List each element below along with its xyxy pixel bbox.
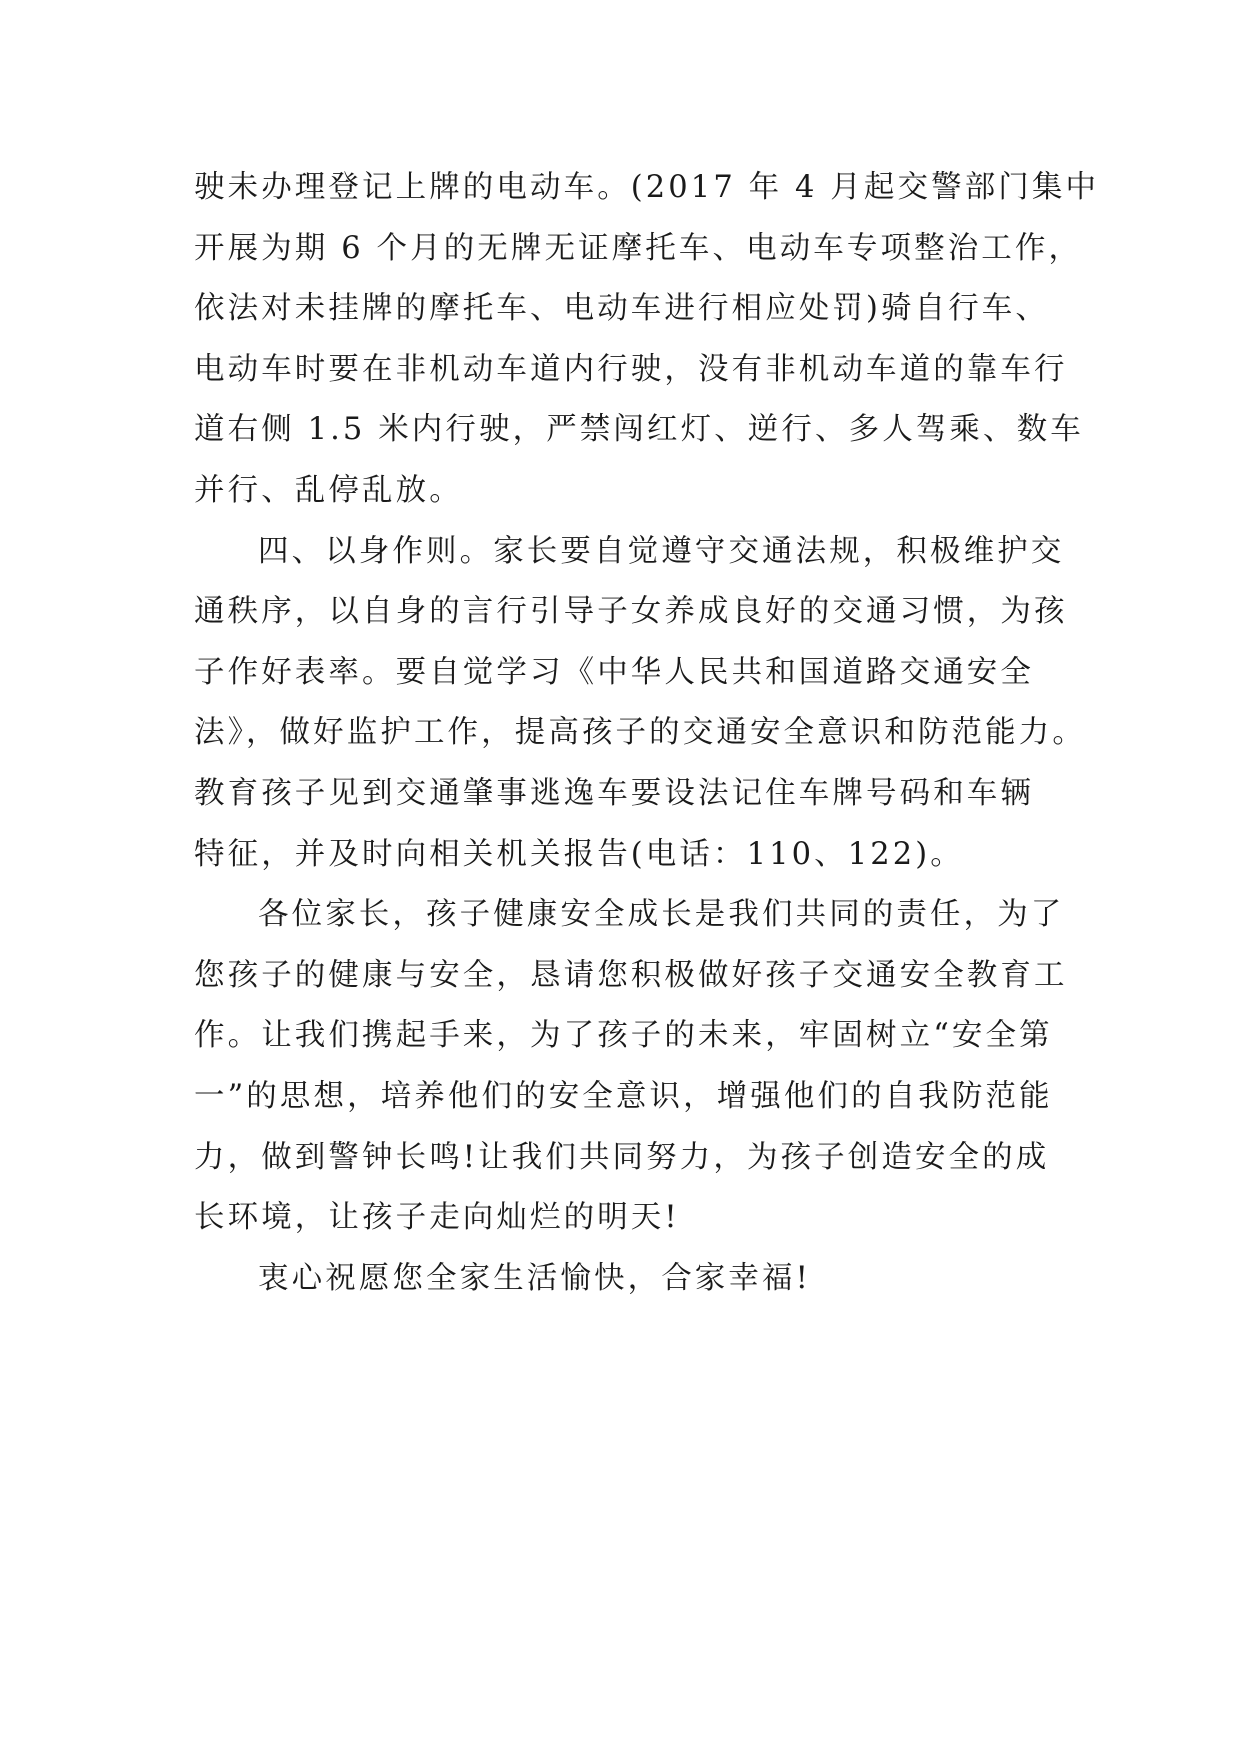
text-line: 四、以身作则。家长要自觉遵守交通法规，积极维护交	[258, 533, 1065, 569]
text-line: 特征，并及时向相关机关报告(电话：110、122)。	[194, 836, 964, 872]
text-line: 衷心祝愿您全家生活愉快，合家幸福!	[258, 1260, 811, 1296]
text-line: 通秩序，以自身的言行引导子女养成良好的交通习惯，为孩	[194, 594, 1068, 630]
text-line: 各位家长，孩子健康安全成长是我们共同的责任，为了	[258, 897, 1065, 933]
text-line: 教育孩子见到交通肇事逃逸车要设法记住车牌号码和车辆	[194, 775, 1034, 811]
text-line: 作。让我们携起手来，为了孩子的未来，牢固树立“安全第	[194, 1018, 1053, 1054]
text-line: 驶未办理登记上牌的电动车。(2017 年 4 月起交警部门集中	[194, 170, 1100, 205]
text-line: 依法对未挂牌的摩托车、电动车进行相应处罚)骑自行车、	[194, 291, 1049, 327]
closing-paragraph	[194, 1249, 1074, 1310]
text-line: 开展为期 6 个月的无牌无证摩托车、电动车专项整治工作，	[194, 230, 1083, 266]
text-line: 力，做到警钟长鸣!让我们共同努力，为孩子创造安全的成	[194, 1139, 1050, 1175]
text-line: 电动车时要在非机动车道内行驶，没有非机动车道的靠车行	[194, 351, 1068, 387]
text-line: 您孩子的健康与安全，恳请您积极做好孩子交通安全教育工	[194, 957, 1068, 993]
text-line: 子作好表率。要自觉学习《中华人民共和国道路交通安全	[194, 654, 1034, 690]
paragraph	[194, 885, 1074, 1249]
text-line: 法》，做好监护工作，提高孩子的交通安全意识和防范能力。	[194, 715, 1086, 751]
paragraph	[194, 522, 1086, 886]
text-line: 一”的思想，培养他们的安全意识，增强他们的自我防范能	[194, 1078, 1053, 1114]
paragraph	[194, 158, 1100, 522]
text-line: 长环境，让孩子走向灿烂的明天!	[194, 1200, 680, 1236]
body-text	[194, 158, 1100, 1309]
text-line: 道右侧 1.5 米内行驶，严禁闯红灯、逆行、多人驾乘、数车	[194, 412, 1084, 448]
text-line: 并行、乱停乱放。	[194, 472, 463, 508]
